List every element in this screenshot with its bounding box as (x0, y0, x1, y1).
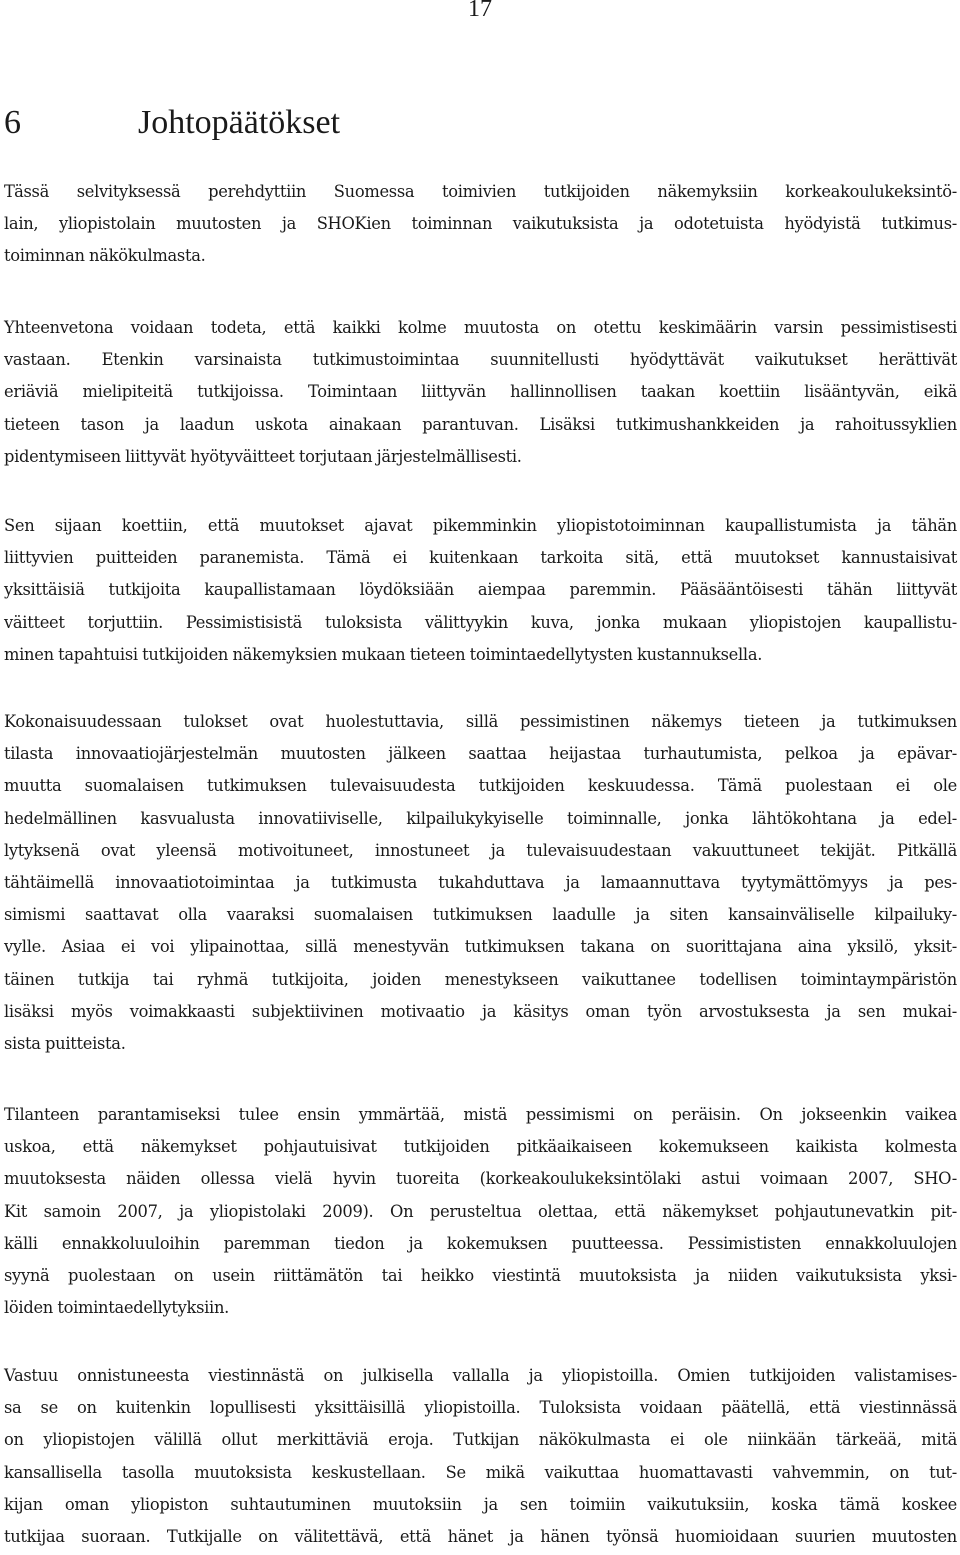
text-line: Vastuu onnistuneesta viestinnästä on julkisella vallalla ja yliopistoilla. Omien tutkijoiden valistamises- (4, 1366, 957, 1385)
text-line: pidentymiseen liittyvät hyötyväitteet torjutaan järjestelmällisesti. (4, 446, 522, 466)
text-line: muutta suomalaisen tutkimuksen tulevaisuudesta tutkijoiden keskuudessa. Tämä puolestaan ei ole (4, 776, 957, 796)
text-line: yksittäisiä tutkijoita kaupallistamaan löydöksiään aiempaa paremmin. Pääsääntöisesti tähän liittyvät (4, 580, 957, 600)
text-line: toiminnan näkökulmasta. (4, 246, 206, 266)
text-line: on yliopistojen välillä ollut merkittäviä eroja. Tutkijan näkökulmasta ei ole niinkään tärkeää, mitä (4, 1430, 957, 1450)
text-line: källi ennakkoluuloihin paremman tiedon ja kokemuksen puutteessa. Pessimististen ennakkoluulojen (4, 1233, 957, 1253)
text-line: lisäksi myös voimakkaasti subjektiivinen motivaatio ja käsitys oman työn arvostuksesta ja sen mukai- (4, 1001, 957, 1021)
text-line: sa se on kuitenkin lopullisesti yksittäisillä yliopistoilla. Tuloksista voidaan päätellä, että viestinnässä (4, 1398, 957, 1418)
text-line: Tilanteen parantamiseksi tulee ensin ymmärtää, mistä pessimismi on peräisin. On jokseenkin vaikea (4, 1105, 957, 1124)
text-line: Yhteenvetona voidaan todeta, että kaikki kolme muutosta on otettu keskimäärin varsin pessimistisesti (4, 318, 957, 337)
text-line: uskoa, että näkemykset pohjautuisivat tutkijoiden pitkäaikaiseen kokemukseen kaikista kolmesta (4, 1137, 957, 1157)
text-line: lain, yliopistolain muutosten ja SHOKien toiminnan vaikutuksista ja odotetuista hyödyistä tutkimus- (4, 214, 957, 234)
paragraph-3 (4, 510, 957, 671)
paragraph-5 (4, 1099, 957, 1324)
text-line: hedelmällinen kasvualusta innovatiiviselle, kilpailukykyiselle toiminnalle, jonka lähtökohtana ja edel- (4, 808, 957, 828)
text-line: vylle. Asiaa ei voi ylipainottaa, sillä menestyvän tutkimuksen takana on suorittajana aina yksilö, yksit- (4, 937, 957, 957)
text-line: täinen tutkija tai ryhmä tutkijoita, joiden menestykseen vaikuttanee todellisen toimintaympäristön (4, 969, 957, 989)
text-line: tutkijaa suoraan. Tutkijalle on välitettävä, että hänet ja hänen työnsä huomioidaan suurien muutosten (4, 1527, 957, 1547)
text-line: minen tapahtuisi tutkijoiden näkemyksien mukaan tieteen toimintaedellytysten kustannuksella. (4, 644, 763, 664)
text-line: Tässä selvityksessä perehdyttiin Suomessa toimivien tutkijoiden näkemyksiin korkeakoulukeksintö- (4, 182, 957, 201)
text-line: tieteen tason ja laadun uskota ainakaan parantuvan. Lisäksi tutkimushankkeiden ja rahoitussyklien (4, 414, 957, 434)
text-line: liittyvien puitteiden paranemista. Tämä ei kuitenkaan tarkoita sitä, että muutokset kannustaisivat (4, 548, 957, 568)
text-line: lytyksenä ovat yleensä motivoituneet, innostuneet ja tulevaisuudestaan vakuuttuneet tekijät. Pitkällä (4, 840, 957, 860)
chapter-title: Johtopäätökset (138, 104, 341, 141)
text-line: Kit samoin 2007, ja yliopistolaki 2009). On perusteltua olettaa, että näkemykset pohjautunevatkin pit- (4, 1201, 957, 1221)
text-line: tilasta innovaatiojärjestelmän muutosten jälkeen saattaa heijastaa turhautumista, pelkoa ja epävar- (4, 744, 957, 764)
text-line: muutoksesta näiden ollessa vielä hyvin tuoreita (korkeakoulukeksintölaki astui voimaan 2007, SHO- (4, 1169, 957, 1189)
text-line: eriäviä mielipiteitä tutkijoissa. Toimintaan liittyvän hallinnollisen taakan koettiin lisääntyvän, eikä (4, 382, 957, 402)
chapter-number: 6 (4, 104, 21, 141)
paragraph-1 (4, 176, 957, 273)
text-line: Kokonaisuudessaan tulokset ovat huolestuttavia, sillä pessimistinen näkemys tieteen ja tutkimuksen (4, 712, 957, 731)
text-line: syynä puolestaan on usein riittämätön tai heikko viestintä muutoksista ja niiden vaikutuksista yksi- (4, 1266, 957, 1286)
text-line: löiden toimintaedellytyksiin. (4, 1298, 230, 1318)
text-line: vastaan. Etenkin varsinaista tutkimustoimintaa suunnitellusti hyödyttävät vaikutukset herättivät (4, 350, 957, 370)
text-line: kijan oman yliopiston suhtautuminen muutoksiin ja sen toimiin vaikutuksiin, koska tämä koskee (4, 1494, 957, 1514)
text-line: sista puitteista. (4, 1034, 126, 1054)
paragraph-2 (4, 312, 957, 473)
paragraph-4 (4, 706, 957, 1060)
page-number: 17 (468, 0, 492, 22)
text-line: väitteet torjuttiin. Pessimistisistä tuloksista välittyykin kuva, jonka mukaan yliopistojen kaupallistu- (4, 612, 957, 632)
text-line: tähtäimellä innovaatiotoimintaa ja tutkimusta tukahduttava ja lamaannuttava tyytymättömyys ja pes- (4, 873, 957, 893)
paragraph-6 (4, 1360, 957, 1553)
text-line: simismi saattavat olla vaaraksi suomalaisen tutkimuksen laadulle ja siten kansainväliselle kilpailuky- (4, 905, 957, 925)
chapter-heading (4, 102, 340, 144)
text-line: kansallisella tasolla muutoksista keskustellaan. Se mikä vaikuttaa huomattavasti vahvemmin, on tut- (4, 1462, 957, 1482)
text-line: Sen sijaan koettiin, että muutokset ajavat pikemminkin yliopistotoiminnan kaupallistumista ja tähän (4, 516, 957, 535)
